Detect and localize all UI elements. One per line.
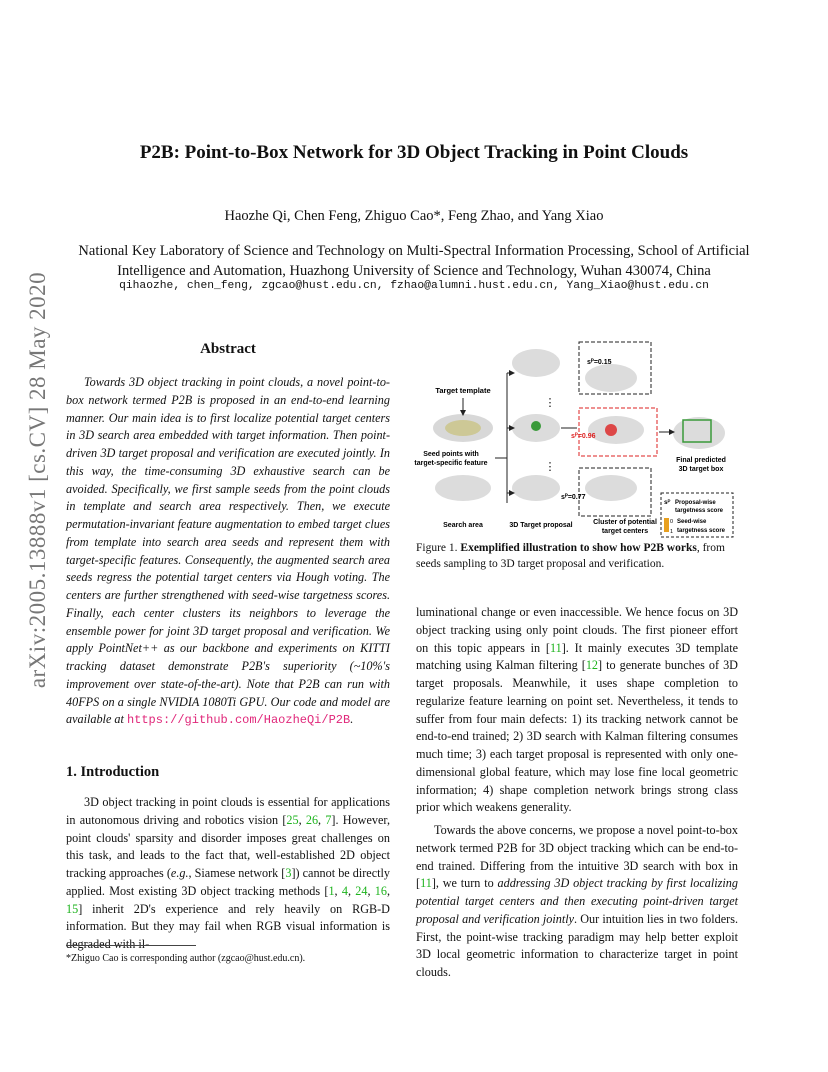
ellipsis-top: ⋮: [544, 397, 556, 409]
paper-title: P2B: Point-to-Box Network for 3D Object Tracking in Point Clouds: [139, 142, 689, 163]
citation[interactable]: 3: [285, 866, 292, 880]
abstract-body: Towards 3D object tracking in point clouds, a novel point-to-box network termed P2B is proposed in an end-to-end learning manner. Our main idea is to first localize potential target centers in 3D search area embedded with target information. Then point-driven 3D target proposal and verification are executed jointly. In this way, the time-consuming 3D exhaustive search can be avoided. Specifically, we first sample seeds from the point clouds in template and search area respectively. Then, we execute permutation-invariant feature augmentation to embed target clues from template into search area seeds and represent them with target-specific features. Consequently, the augmented search area seeds regress the potential target centers via Hough voting. The centers are further strengthened with seed-wise targetness scores. Finally, each center clusters its neighbors to leverage the ensemble power for joint 3D target proposal and verification. We apply PointNet++ as our backbone and experiments on KITTI tracking dataset demonstrate P2B's superiority (~10%'s improvement over state-of-the-art). Note that P2B can run with 40FPS on a single NVIDIA 1080Ti GPU. Our code and model are available at: [66, 375, 390, 727]
score-bottom: sᴾ=0.77: [561, 494, 586, 501]
svg-text:Seed-wise: Seed-wise: [677, 519, 707, 525]
label-final-1: Final predicted: [676, 457, 726, 464]
abstract-text: Towards 3D object tracking in point clouds, a novel point-to-box network termed P2B is proposed in an end-to-end learning manner. Our main idea is to first localize potential target centers in 3D search area embedded with target information. Then point-driven 3D target proposal and verification are executed jointly. In this way, the time-consuming 3D exhaustive search can be avoided. Specifically, we first sample seeds from the point clouds in template and search area respectively. Then, we execute permutation-invariant feature augmentation to embed target clues from template into search area seeds and represent them with target-specific features. Consequently, the augmented search area seeds regress the potential target centers via Hough voting. The centers are further strengthened with seed-wise targetness scores. Finally, each center clusters its neighbors to leverage the ensemble power for joint 3D target proposal and verification. We apply PointNet++ as our backbone and experiments on KITTI tracking dataset demonstrate P2B's superiority (~10%'s improvement over state-of-the-art). Note that P2B can run with 40FPS on a single NVIDIA 1080Ti GPU. Our code and model are available at https://github.com/HaozheQi/P2B.: [66, 375, 390, 728]
section-heading-introduction: 1. Introduction: [66, 764, 160, 780]
affiliation: National Key Laboratory of Science and Technology on Multi-Spectral Information Processing, School of Artificial Intelligence and Automation, Huazhong University of Science and Technology, Wuhan 430074, China: [78, 243, 750, 279]
arxiv-stamp: arXiv:2005.13888v1 [cs.CV] 28 May 2020: [25, 271, 50, 689]
footnote: *Zhiguo Cao is corresponding author (zgcao@hust.edu.cn).: [66, 953, 306, 964]
citation[interactable]: 24: [355, 883, 368, 898]
label-target-proposal: 3D Target proposal: [509, 522, 573, 529]
score-middle: sᴾ=0.96: [571, 433, 596, 440]
citation[interactable]: 16: [374, 883, 387, 898]
label-search-area: Search area: [443, 522, 483, 529]
arrows: [463, 373, 671, 503]
author-emails: qihaozhe, chen_feng, zgcao@hust.edu.cn, fzhao@alumni.hust.edu.cn, Yang_Xiao@hust.edu.cn: [119, 280, 709, 292]
figure-caption: Figure 1. Exemplified illustration to show how P2B works, from seeds sampling to 3D target proposal and verification.: [416, 542, 725, 570]
citation[interactable]: 11: [549, 640, 562, 655]
score-top: sᴾ=0.15: [587, 359, 612, 366]
citation[interactable]: 1: [328, 883, 335, 898]
label-seed-points-1: Seed points with: [423, 451, 479, 458]
point-cloud-final: [673, 417, 725, 449]
point-cloud-search: [435, 475, 491, 501]
svg-text:sᴾ: sᴾ: [664, 499, 671, 506]
citation[interactable]: 25: [286, 812, 299, 827]
intro-paragraph-3: Towards the above concerns, we propose a novel point-to-box network termed P2B for 3D object tracking which can be end-to-end trained. Differing from the intuitive 3D search with box in [11], we turn to addressing 3D object tracking by first localizing potential target centers and then executing point-driven target proposal and verification jointly. Our intuition lies in two folders. First, the point-wise tracking paradigm may help better exploit 3D local geometric information to characterize target in point clouds.: [416, 823, 738, 979]
abstract-heading: Abstract: [200, 341, 256, 357]
intro-paragraph-1: 3D object tracking in point clouds is essential for applications in autonomous driving and robotics vision [25, 26, 7]. However, point clouds' sparsity and disorder imposes great challenges on this task, and leads to the fact that, well-established 2D object tracking approaches (e.g., Siamese network [3]) cannot be directly applied. Most existing 3D object tracking methods [1, 4, 24, 16, 15] inherit 2D's experience and rely heavily on RGB-D information. But they may fail when RGB visual information is degraded with il-: [66, 795, 391, 951]
svg-text:1: 1: [670, 529, 674, 535]
citation[interactable]: 4: [341, 883, 348, 898]
point-cloud-top: [512, 349, 637, 392]
intro-paragraph-2: luminational change or even inaccessible. We hence focus on 3D object tracking using only point clouds. The first pioneer effort on this topic appears in [11]. It mainly executes 3D template matching using Kalman filtering [12] to generate bunches of 3D target proposals. Meanwhile, it uses shape completion to regularize feature learning on point set. Nevertheless, it tends to suffer from four main defects: 1) its tracking network cannot be end-to-end trained; 2) 3D search with Kalman filtering consumes much time; 3) each target proposal is represented with only one-dimensional global feature, which may lose fine local geometric information; 4) shape completion network brings strong class prior which weakens generality.: [416, 605, 738, 815]
label-seed-points-2: target-specific feature: [414, 460, 488, 467]
label-target-template: Target template: [435, 386, 491, 395]
label-final-2: 3D target box: [678, 466, 724, 473]
label-cluster-2: target centers: [601, 528, 649, 535]
svg-text:Proposal-wise: Proposal-wise: [675, 500, 716, 506]
citation[interactable]: 12: [585, 658, 598, 673]
label-cluster-1: Cluster of potential: [593, 519, 657, 526]
code-link[interactable]: https://github.com/HaozheQi/P2B: [126, 713, 351, 728]
point-cloud-template: [433, 414, 493, 442]
citation[interactable]: 15: [66, 901, 79, 916]
ellipsis-bottom: ⋮: [544, 461, 556, 473]
citation[interactable]: 26: [305, 812, 319, 827]
figure-legend: [661, 493, 733, 537]
citation[interactable]: 7: [325, 812, 332, 827]
figure-1: [411, 338, 737, 538]
citation[interactable]: 11: [420, 876, 432, 891]
footnote-rule: [66, 945, 196, 946]
authors: Haozhe Qi, Chen Feng, Zhiguo Cao*, Feng Zhao, and Yang Xiao: [224, 208, 604, 224]
svg-text:targetness score: targetness score: [677, 528, 726, 534]
svg-text:0: 0: [670, 519, 674, 525]
svg-text:targetness score: targetness score: [675, 508, 724, 514]
